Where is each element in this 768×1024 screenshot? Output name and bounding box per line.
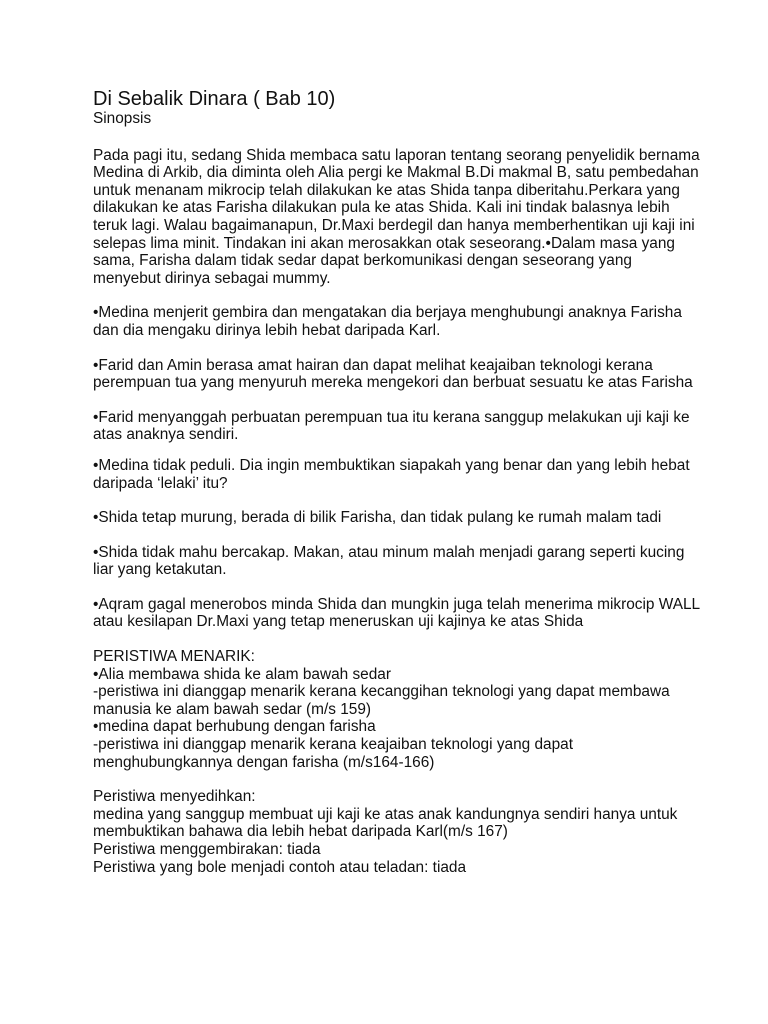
peristiwa-menarik-section [93,648,703,771]
bullet-item: •Medina tidak peduli. Dia ingin membuktikan siapakah yang benar dan yang lebih hebat daripada ‘lelaki’ itu? [93,456,690,492]
section-line: -peristiwa ini dianggap menarik kerana kecanggihan teknologi yang dapat membawa manusia ke alam bawah sedar (m/s 159) [93,683,670,718]
section-heading: PERISTIWA MENARIK: [93,648,255,666]
bullet-item: •Shida tidak mahu bercakap. Makan, atau minum malah menjadi garang seperti kucing liar yang ketakutan. [93,543,685,579]
section-line: Peristiwa yang bole menjadi contoh atau teladan: tiada [93,858,467,876]
section-line: Peristiwa menggembirakan: tiada [93,841,321,858]
document-subtitle: Sinopsis [93,110,152,127]
section-line: medina yang sanggup membuat uji kaji ke atas anak kandungnya sendiri hanya untuk membuktikan bahawa dia lebih hebat daripada Karl(m/s 167) [93,805,678,841]
bullet-item: •Medina menjerit gembira dan mengatakan dia berjaya menghubungi anaknya Farisha dan dia mengaku dirinya lebih hebat daripada Karl. [93,304,682,339]
document-page [93,88,703,876]
synopsis-paragraph: Pada pagi itu, sedang Shida membaca satu laporan tentang seorang penyelidik bernama Medina di Arkib, dia diminta oleh Alia pergi ke Makmal B.Di makmal B, satu pembedahan untuk menanam mikrocip telah dilakukan ke atas Shida tanpa diberitahu.Perkara yang dilakukan ke atas Farisha dilakukan pula ke atas Shida. Kali ini tindak balasnya lebih teruk lagi. Walau bagaimanapun, Dr.Maxi berdegil dan hanya memberhentikan uji kaji ini selepas lima minit. Tindakan ini akan merosakkan otak seseorang.•Dalam masa yang sama, Farisha dalam tidak sedar dapat berkomunikasi dengan seseorang yang menyebut dirinya sebagai mummy. [93,146,700,287]
section-heading: Peristiwa menyedihkan: [93,788,256,806]
section-line: •Alia membawa shida ke alam bawah sedar [93,665,391,683]
section-line: -peristiwa ini dianggap menarik kerana keajaiban teknologi yang dapat menghubungkannya dengan farisha (m/s164-166) [93,736,573,771]
bullet-item: •Aqram gagal menerobos minda Shida dan mungkin juga telah menerima mikrocip WALL atau kesilapan Dr.Maxi yang tetap meneruskan uji kajinya ke atas Shida [93,595,700,631]
section-gap [93,771,703,788]
bullet-item: •Shida tetap murung, berada di bilik Farisha, dan tidak pulang ke rumah malam tadi [93,509,662,527]
document-title: Di Sebalik Dinara ( Bab 10) [93,88,336,110]
section-line: •medina dapat berhubung dengan farisha [93,718,376,736]
peristiwa-lain-section [93,788,703,876]
bullet-item: •Farid menyanggah perbuatan perempuan tua itu kerana sanggup melakukan uji kaji ke atas anaknya sendiri. [93,408,690,444]
bullet-item: •Farid dan Amin berasa amat hairan dan dapat melihat keajaiban teknologi kerana perempuan tua yang menyuruh mereka mengekori dan berbuat sesuatu ke atas Farisha [93,356,693,392]
